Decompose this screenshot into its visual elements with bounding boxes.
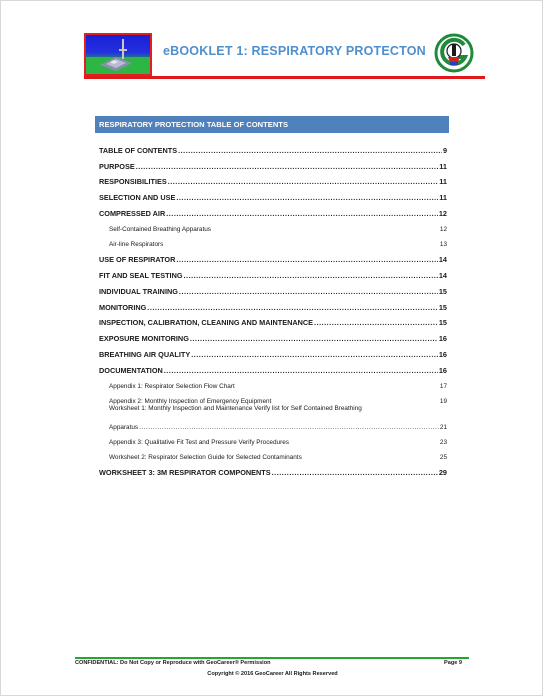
toc-entry-page: 11	[439, 193, 447, 203]
dot-leader	[147, 304, 438, 311]
document-title: eBOOKLET 1: RESPIRATORY PROTECTON	[163, 44, 426, 58]
dot-leader	[191, 352, 438, 359]
toc-entry-page: 25	[439, 454, 447, 462]
toc-entry-page: 17	[439, 382, 447, 390]
toc-entry-page: 13	[439, 241, 447, 249]
toc-subentry[interactable]	[99, 233, 447, 248]
dot-leader	[190, 336, 438, 343]
table-of-contents	[99, 139, 447, 477]
toc-entry-page: 15	[438, 302, 447, 312]
toc-entry-title: USE OF RESPIRATOR	[99, 255, 176, 265]
toc-entry-title: Air-line Respirators	[109, 241, 164, 249]
geocareer-logo-icon	[434, 33, 474, 73]
toc-entry[interactable]	[99, 248, 447, 264]
toc-entry[interactable]	[99, 202, 447, 218]
dot-leader	[176, 257, 438, 264]
toc-entry-page: 16	[438, 365, 447, 375]
dot-leader	[184, 273, 438, 280]
leader-space	[236, 384, 439, 390]
toc-entry-title: Appendix 3: Qualitative Fit Test and Pressure Verify Procedures	[109, 439, 289, 447]
toc-entry-page: 12	[438, 208, 447, 218]
toc-entry[interactable]	[99, 312, 447, 328]
toc-entry-title: MONITORING	[99, 302, 147, 312]
toc-entry[interactable]	[99, 327, 447, 343]
footer-rule	[75, 657, 469, 659]
toc-entry-title: TABLE OF CONTENTS	[99, 145, 178, 155]
toc-entry-page: 9	[442, 145, 447, 155]
dot-leader	[178, 148, 442, 155]
leader-space	[303, 455, 439, 461]
leader-space	[272, 399, 439, 405]
header-rule	[84, 76, 485, 79]
toc-entry-page: 14	[438, 270, 447, 280]
toc-entry[interactable]	[99, 139, 447, 155]
toc-entry-page: 15	[438, 318, 447, 328]
toc-entry[interactable]	[99, 171, 447, 187]
toc-subentry[interactable]	[99, 390, 447, 405]
toc-entry-title: FIT AND SEAL TESTING	[99, 270, 183, 280]
toc-entry-title: EXPOSURE MONITORING	[99, 334, 189, 344]
dot-leader	[136, 163, 439, 170]
toc-heading: RESPIRATORY PROTECTION TABLE OF CONTENTS	[95, 116, 449, 133]
leader-space	[139, 425, 439, 431]
site-photo-logo-icon	[84, 33, 152, 76]
toc-entry-page: 19	[439, 398, 447, 406]
dot-leader	[176, 195, 438, 202]
toc-entry[interactable]	[99, 186, 447, 202]
dot-leader	[272, 470, 438, 477]
leader-space	[164, 242, 439, 248]
toc-entry[interactable]	[99, 343, 447, 359]
toc-subentry-line[interactable]: Worksheet 1: Monthly Inspection and Maintenance Verify list for Self Contained Breathing	[109, 405, 362, 413]
toc-entry-page: 11	[439, 161, 447, 171]
toc-entry-title: INDIVIDUAL TRAINING	[99, 286, 178, 296]
toc-entry-title: WORKSHEET 3: 3M RESPIRATOR COMPONENTS	[99, 468, 271, 478]
toc-entry[interactable]	[99, 461, 447, 477]
toc-entry-title: PURPOSE	[99, 161, 135, 171]
confidential-notice: CONFIDENTIAL: Do Not Copy or Reproduce with GeoCareer® Permission	[75, 660, 271, 666]
toc-entry[interactable]	[99, 155, 447, 171]
toc-entry-page: 29	[438, 468, 447, 478]
dot-leader	[179, 288, 438, 295]
toc-entry-title: DOCUMENTATION	[99, 365, 163, 375]
toc-entry-title: Self-Contained Breathing Apparatus	[109, 226, 211, 234]
toc-entry-title: Appendix 2: Monthly Inspection of Emergency Equipment	[109, 398, 272, 406]
dot-leader	[168, 179, 439, 186]
toc-entry-title: INSPECTION, CALIBRATION, CLEANING AND MAINTENANCE	[99, 318, 314, 328]
toc-entry-title: SELECTION AND USE	[99, 193, 176, 203]
toc-subentry[interactable]	[99, 375, 447, 390]
toc-entry-page: 11	[439, 177, 447, 187]
toc-entry[interactable]	[99, 280, 447, 296]
toc-entry[interactable]	[99, 296, 447, 312]
toc-subentry[interactable]	[99, 446, 447, 461]
toc-subentry[interactable]	[99, 416, 447, 431]
toc-entry-page: 16	[438, 349, 447, 359]
toc-entry-title: BREATHING AIR QUALITY	[99, 349, 191, 359]
page-number: Page 9	[444, 660, 463, 666]
dot-leader	[166, 211, 438, 218]
leader-space	[212, 227, 439, 233]
toc-entry-title: Worksheet 2: Respirator Selection Guide for Selected Contaminants	[109, 454, 302, 462]
toc-subentry[interactable]	[99, 218, 447, 233]
dot-leader	[314, 320, 438, 327]
toc-entry-page: 21	[439, 424, 447, 432]
toc-entry-title: Appendix 1: Respirator Selection Flow Chart	[109, 382, 235, 390]
toc-entry-title: COMPRESSED AIR	[99, 208, 166, 218]
toc-entry-title-continued: Apparatus	[109, 424, 139, 432]
leader-space	[290, 440, 439, 446]
toc-subentry[interactable]	[99, 431, 447, 446]
toc-entry[interactable]	[99, 264, 447, 280]
toc-entry-page: 14	[438, 255, 447, 265]
dot-leader	[164, 367, 438, 374]
toc-entry-page: 23	[439, 439, 447, 447]
copyright-notice: Copyright © 2016 GeoCareer All Rights Reserved	[207, 671, 338, 677]
toc-entry[interactable]	[99, 359, 447, 375]
toc-entry-page: 16	[438, 334, 447, 344]
toc-entry-title: RESPONSIBILITIES	[99, 177, 167, 187]
toc-entry-page: 15	[438, 286, 447, 296]
toc-entry-page: 12	[439, 226, 447, 234]
